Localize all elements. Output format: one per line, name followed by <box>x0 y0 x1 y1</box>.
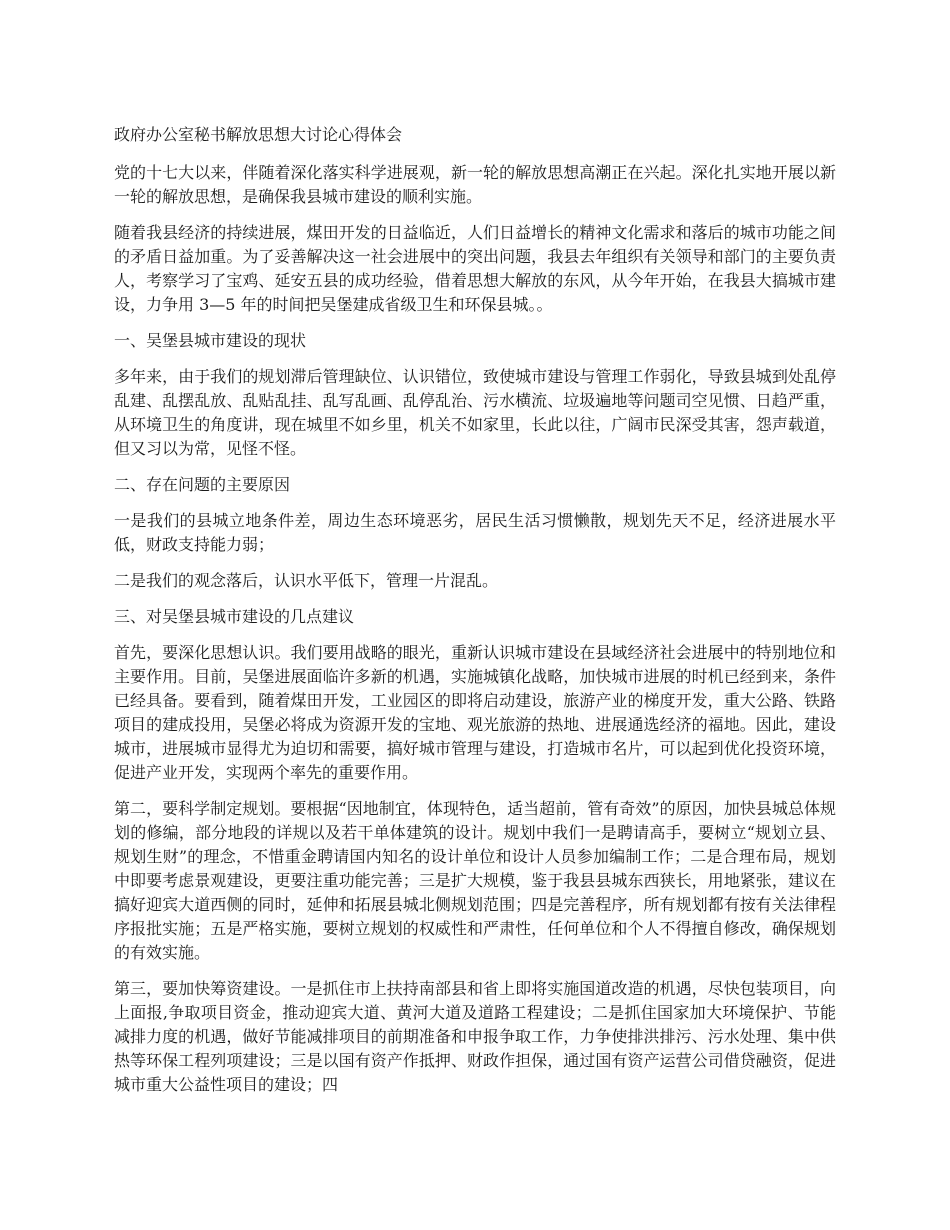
paragraph-background: 随着我县经济的持续进展，煤田开发的日益临近，人们日益增长的精神文化需求和落后的城市功能之间的矛盾日益加重。为了妥善解决这一社会进展中的突出问题，我县去年组织有关领导和部门的主要负责人，考察学习了宝鸡、延安五县的成功经验，借着思想大解放的东风，从今年开始，在我县大搞城市建设，力争用 3—5 年的时间把吴堡建成省级卫生和环保县城。。 <box>114 223 836 314</box>
paragraph-intro: 党的十七大以来，伴随着深化落实科学进展观，新一轮的解放思想高潮正在兴起。深化扎实地开展以新一轮的解放思想，是确保我县城市建设的顺利实施。 <box>114 163 836 206</box>
section-heading-current-status: 一、吴堡县城市建设的现状 <box>114 331 307 350</box>
paragraph-cause-one: 一是我们的县城立地条件差，周边生态环境恶劣，居民生活习惯懒散，规划先天不足，经济进展水平低，财政支持能力弱； <box>114 511 836 554</box>
paragraph-suggestion-third: 第三，要加快筹资建设。一是抓住市上扶持南部县和省上即将实施国道改造的机遇，尽快包装项目，向上面报,争取项目资金，推动迎宾大道、黄河大道及道路工程建设；二是抓住国家加大环境保护、节能减排力度的机遇，做好节能减排项目的前期准备和申报争取工作，力争使排洪排污、污水处理、集中供热等环保工程列项建设；三是以国有资产作抵押、财政作担保，通过国有资产运营公司借贷融资，促进城市重大公益性项目的建设；四 <box>114 979 836 1094</box>
document-title: 政府办公室秘书解放思想大讨论心得体会 <box>114 125 403 144</box>
paragraph-suggestion-second: 第二，要科学制定规划。要根据“因地制宜，体现特色，适当超前，管有奇效”的原因，加快县城总体规划的修编，部分地段的详规以及若干单体建筑的设计。规划中我们一是聘请高手，要树立“规划立县、规划生财”的理念，不惜重金聘请国内知名的设计单位和设计人员参加编制工作；二是合理布局，规划中即要考虑景观建设，更要注重功能完善；三是扩大规模，鉴于我县县城东西狭长，用地紧张，建议在搞好迎宾大道西侧的同时，延伸和拓展县城北侧规划范围；四是完善程序，所有规划都有按有关法律程序报批实施；五是严格实施，要树立规划的权威性和严肃性，任何单位和个人不得擅自修改，确保规划的有效实施。 <box>114 799 836 962</box>
paragraph-cause-two: 二是我们的观念落后，认识水平低下，管理一片混乱。 <box>114 571 499 590</box>
paragraph-suggestion-first: 首先，要深化思想认识。我们要用战略的眼光，重新认识城市建设在县域经济社会进展中的特别地位和主要作用。目前，吴堡进展面临许多新的机遇，实施城镇化战略，加快城市进展的时机已经到来，条件已经具备。要看到，随着煤田开发，工业园区的即将启动建设，旅游产业的梯度开发，重大公路、铁路项目的建成投用，吴堡必将成为资源开发的宝地、观光旅游的热地、进展通选经济的福地。因此，建设城市，进展城市显得尤为迫切和需要，搞好城市管理与建设，打造城市名片，可以起到优化投资环境，促进产业开发，实现两个率先的重要作用。 <box>114 643 836 782</box>
paragraph-current-status: 多年来，由于我们的规划滞后管理缺位、认识错位，致使城市建设与管理工作弱化，导致县城到处乱停乱建、乱摆乱放、乱贴乱挂、乱写乱画、乱停乱治、污水横流、垃圾遍地等问题司空见惯、日趋严重，从环境卫生的角度讲，现在城里不如乡里，机关不如家里，长此以往，广阔市民深受其害，怨声载道，但又习以为常，见怪不怪。 <box>114 367 836 458</box>
section-heading-suggestions: 三、对吴堡县城市建设的几点建议 <box>114 607 355 626</box>
section-heading-main-causes: 二、存在问题的主要原因 <box>114 475 291 494</box>
